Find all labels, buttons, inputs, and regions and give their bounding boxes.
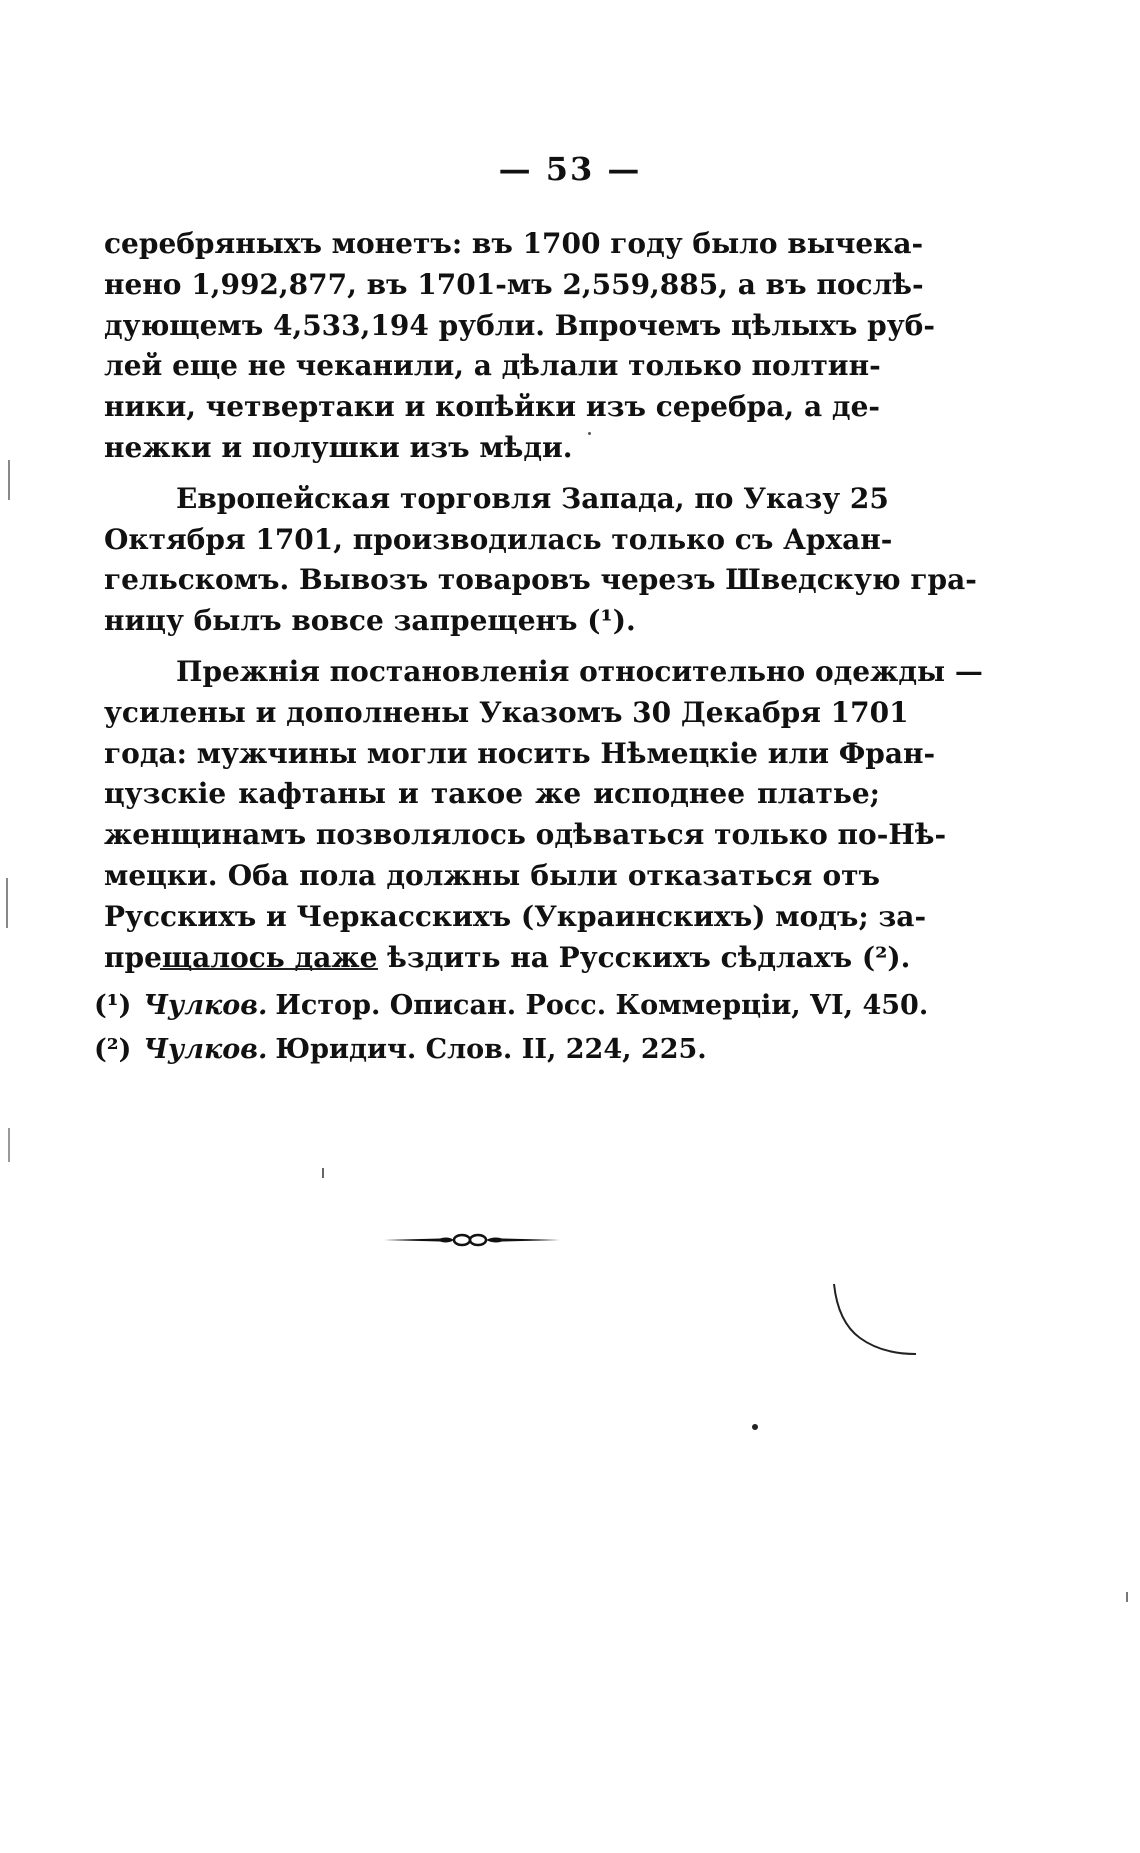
paragraph-trade: [104, 479, 977, 642]
margin-stroke-mark: [830, 1282, 920, 1362]
text-line: Прежнія постановленія относительно одежды —: [176, 654, 983, 688]
tailpiece-ornament: [382, 1228, 562, 1252]
text-line: дующемъ 4,533,194 рубли. Впрочемъ цѣлыхъ руб-: [104, 308, 935, 342]
text-line: ницу былъ вовсе запрещенъ (¹).: [104, 604, 636, 638]
footnote-1: [94, 984, 929, 1028]
margin-line-mark: [8, 460, 10, 500]
footnote-author: Чулков.: [143, 990, 268, 1021]
footnote-mark: (¹): [94, 990, 132, 1021]
text-line: усилены и дополнены Указомъ 30 Декабря 1701: [104, 695, 909, 729]
page-number: — 53 —: [498, 150, 642, 188]
text-line: лей еще не чеканили, а дѣлали только полтин-: [104, 349, 881, 383]
footnote-2: [94, 1028, 874, 1072]
paragraph-coinage: [104, 224, 935, 469]
speck-mark: [752, 1424, 758, 1430]
text-line: мецки. Оба пола должны были отказаться отъ: [104, 858, 880, 892]
paragraph-clothing: [104, 652, 983, 978]
footnote-author: Чулков.: [143, 1034, 268, 1065]
margin-line-mark: [6, 878, 8, 928]
text-line: ники, четвертаки и копѣйки изъ серебра, а де-: [104, 390, 880, 424]
text-line: цузскіе кафтаны и такое же исподнее платье;: [104, 777, 880, 811]
text-line: женщинамъ позволялось одѣваться только по-Нѣ-: [104, 818, 947, 852]
text-line: Европейская торговля Запада, по Указу 25: [176, 481, 889, 515]
text-line: нено 1,992,877, въ 1701-мъ 2,559,885, а въ послѣ-: [104, 267, 924, 301]
footnotes: [94, 984, 929, 1072]
speck-mark: [322, 1168, 324, 1178]
text-line: прещалось даже ѣздить на Русскихъ сѣдлахъ (²).: [104, 940, 911, 974]
footnote-divider: [160, 968, 378, 970]
speck-mark: [588, 432, 591, 435]
text-line: гельскомъ. Вывозъ товаровъ черезъ Шведскую гра-: [104, 563, 977, 597]
footnote-text: Истор. Описан. Росс. Коммерціи, VI, 450.: [275, 990, 929, 1021]
text-line: года: мужчины могли носить Нѣмецкіе или Фран-: [104, 736, 936, 770]
text-line: Русскихъ и Черкасскихъ (Украинскихъ) модъ; за-: [104, 899, 927, 933]
margin-line-mark: [8, 1128, 10, 1162]
text-line: Октября 1701, производилась только съ Архан-: [104, 522, 893, 556]
main-text: [104, 224, 983, 978]
footnote-mark: (²): [94, 1034, 132, 1065]
text-line: нежки и полушки изъ мѣди.: [104, 430, 573, 464]
margin-line-mark: [1126, 1592, 1128, 1602]
footnote-text: Юридич. Слов. II, 224, 225.: [275, 1034, 707, 1065]
text-line: серебряныхъ монетъ: въ 1700 году было вычека-: [104, 227, 924, 260]
